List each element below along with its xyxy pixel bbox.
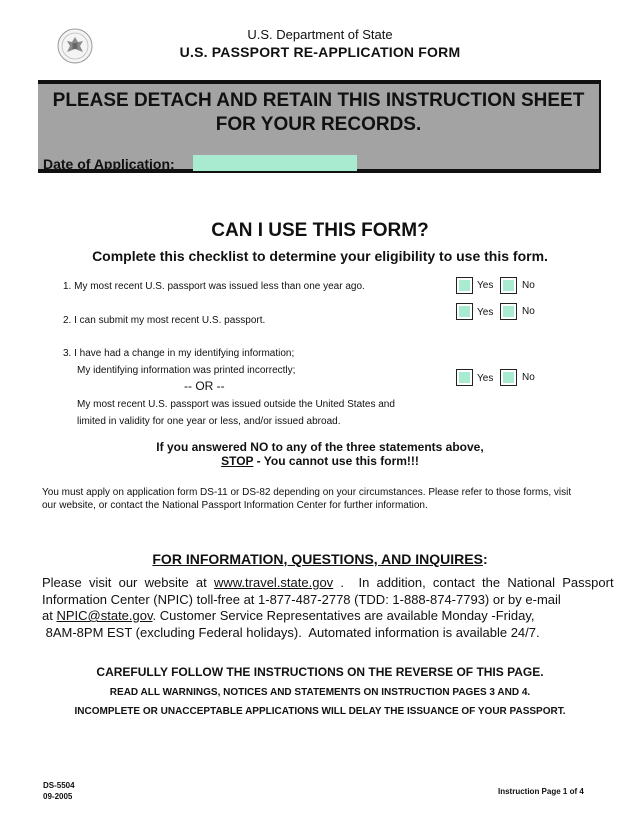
info-line-4: 8AM-8PM EST (excluding Federal holidays). Automated information is available 24/7. xyxy=(42,624,540,640)
info-line-1 xyxy=(42,575,614,592)
info-line-3-b: . Customer Service Representatives are available Monday -Friday, xyxy=(152,608,535,623)
banner-line-1: PLEASE DETACH AND RETAIN THIS INSTRUCTION SHEET xyxy=(52,90,585,111)
stop-notice-rest: - You cannot use this form!!! xyxy=(253,454,419,468)
question-3-line-1: 3. I have had a change in my identifying information; xyxy=(63,348,295,359)
department-name: U.S. Department of State xyxy=(247,27,393,42)
info-heading-text: FOR INFORMATION, QUESTIONS, AND INQUIRES xyxy=(152,551,483,567)
stop-notice-line-2 xyxy=(0,454,640,468)
read-warnings: READ ALL WARNINGS, NOTICES AND STATEMENTS ON INSTRUCTION PAGES 3 AND 4. xyxy=(109,687,531,698)
q3-no-label: No xyxy=(522,372,535,383)
question-3-line-4: limited in validity for one year or less, and/or issued abroad. xyxy=(77,416,341,427)
q2-yes-checkbox[interactable] xyxy=(456,303,473,320)
apply-note-line-1: You must apply on application form DS-11 or DS-82 depending on your circumstances. Please refer to those forms, visit xyxy=(42,487,572,498)
apply-note-line-2: our website, or contact the National Passport Information Center for further information. xyxy=(42,500,428,511)
q1-yes-checkbox[interactable] xyxy=(456,277,473,294)
eligibility-subheading: Complete this checklist to determine your eligibility to use this form. xyxy=(92,248,548,264)
q3-yes-label: Yes xyxy=(477,373,494,384)
stop-word: STOP xyxy=(221,454,254,468)
info-paragraph xyxy=(42,575,614,641)
q1-no-checkbox[interactable] xyxy=(500,277,517,294)
question-3-line-2: My identifying information was printed incorrectly; xyxy=(77,365,296,376)
q1-yes-label: Yes xyxy=(477,280,494,291)
email-link[interactable]: NPIC@state.gov xyxy=(56,608,153,623)
form-title: U.S. PASSPORT RE-APPLICATION FORM xyxy=(179,44,461,60)
apply-note xyxy=(42,486,612,512)
info-line-2: Information Center (NPIC) toll-free at 1-877-487-2778 (TDD: 1-888-874-7793) or by e-mail xyxy=(42,591,561,607)
banner-title xyxy=(38,89,599,137)
info-heading-colon: : xyxy=(482,551,488,567)
question-3-line-3: My most recent U.S. passport was issued outside the United States and xyxy=(77,399,395,410)
website-link[interactable]: www.travel.state.gov xyxy=(213,575,334,590)
incomplete-warning: INCOMPLETE OR UNACCEPTABLE APPLICATIONS WILL DELAY THE ISSUANCE OF YOUR PASSPORT. xyxy=(74,706,566,717)
form-number: DS-5504 xyxy=(43,781,75,790)
form-number-block xyxy=(43,780,75,802)
q3-no-checkbox[interactable] xyxy=(500,369,517,386)
q3-yes-checkbox[interactable] xyxy=(456,369,473,386)
question-1: 1. My most recent U.S. passport was issued less than one year ago. xyxy=(63,281,365,292)
date-of-application-label: Date of Application: xyxy=(43,156,175,172)
q1-no-label: No xyxy=(522,280,535,291)
date-of-application-input[interactable] xyxy=(193,155,357,171)
info-line-1-a: Please visit our website at xyxy=(42,575,214,590)
q2-no-checkbox[interactable] xyxy=(500,303,517,320)
info-line-3-a: at xyxy=(42,608,57,623)
info-heading xyxy=(0,551,640,567)
info-line-1-b: . In addition, contact the National Passport xyxy=(333,575,614,590)
form-date: 09-2005 xyxy=(43,792,73,801)
question-3-or: -- OR -- xyxy=(184,379,225,393)
q2-no-label: No xyxy=(522,306,535,317)
eligibility-heading: CAN I USE THIS FORM? xyxy=(211,220,429,241)
question-2: 2. I can submit my most recent U.S. passport. xyxy=(63,315,266,326)
retain-banner xyxy=(38,80,601,173)
info-line-3 xyxy=(42,608,602,625)
stop-notice-line-1: If you answered NO to any of the three statements above, xyxy=(156,440,484,454)
q2-yes-label: Yes xyxy=(477,307,494,318)
banner-line-2: FOR YOUR RECORDS. xyxy=(215,114,422,135)
follow-instructions: CAREFULLY FOLLOW THE INSTRUCTIONS ON THE REVERSE OF THIS PAGE. xyxy=(96,665,544,679)
page-indicator: Instruction Page 1 of 4 xyxy=(498,787,584,796)
